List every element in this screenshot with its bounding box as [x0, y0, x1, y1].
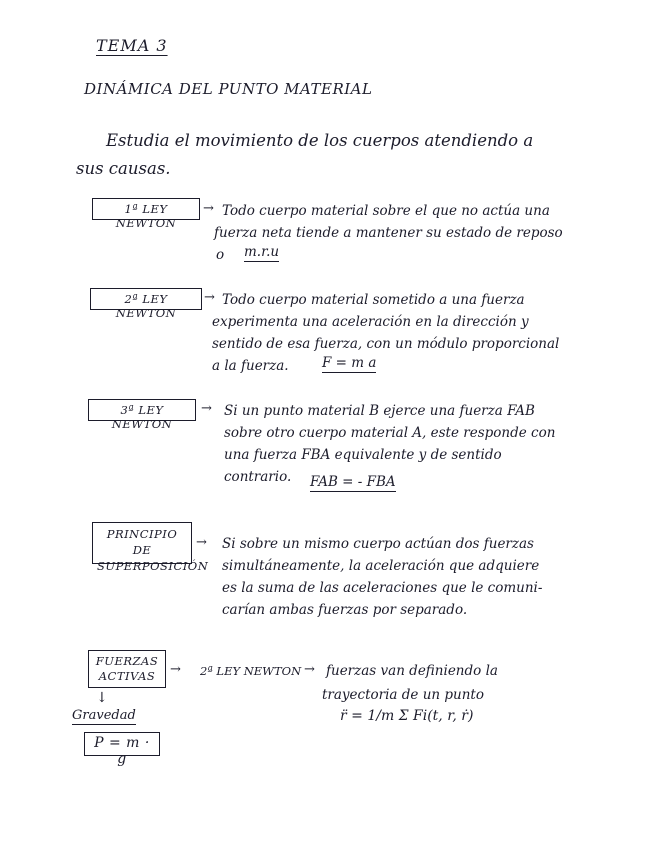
law-1-line-2: fuerza neta tiende a mantener su estado de reposo — [214, 225, 563, 241]
law-2-arrow-icon: → — [204, 290, 215, 305]
principle-line-2: simultáneamente, la aceleración que adquiere — [222, 558, 540, 574]
intro-line-2: sus causas. — [76, 159, 171, 178]
law-2-line-4: a la fuerza. — [212, 358, 289, 374]
forces-line-2: trayectoria de un punto — [322, 687, 484, 703]
law-3-line-3: una fuerza FBA equivalente y de sentido — [224, 447, 502, 463]
forces-label-box — [88, 650, 166, 688]
down-arrow-icon: ↓ — [96, 690, 108, 706]
law-1-label-box: 1ª LEY NEWTON — [92, 198, 200, 220]
law-3-line-4: contrario. — [224, 469, 292, 485]
law-3-line-1: Si un punto material B ejerce una fuerza FAB — [224, 403, 535, 419]
principle-label-line-2: SUPERPOSICIÓN — [97, 559, 209, 573]
law-1-line-3: o — [216, 247, 225, 263]
law-3-label-box: 3ª LEY NEWTON — [88, 399, 196, 421]
principle-label-line-1: PRINCIPIO DE — [106, 527, 178, 557]
intro-line-1: Estudia el movimiento de los cuerpos atendiendo a — [106, 131, 534, 150]
forces-equation: r̈ = 1/m Σ Fi(t, r, ṙ) — [340, 708, 474, 724]
page-title: TEMA 3 — [96, 36, 168, 55]
law-2-label-box: 2ª LEY NEWTON — [90, 288, 202, 310]
law-2-formula: F = m a — [322, 355, 377, 371]
forces-line-1: fuerzas van definiendo la — [326, 663, 498, 679]
law-3-line-2: sobre otro cuerpo material A, este responde con — [224, 425, 556, 441]
law-1-formula: m.r.u — [244, 244, 280, 260]
law-1-line-1: Todo cuerpo material sobre el que no actúa una — [222, 203, 550, 219]
gravity-formula-box: P = m · g — [84, 732, 160, 756]
forces-label-line-1: FUERZAS — [95, 654, 159, 668]
principle-line-3: es la suma de las aceleraciones que le comuni- — [222, 580, 543, 596]
principle-arrow-icon: → — [196, 535, 207, 550]
forces-law-ref: 2ª LEY NEWTON — [200, 664, 302, 678]
gravity-label: Gravedad — [72, 708, 136, 723]
law-3-formula: FAB = - FBA — [310, 474, 396, 490]
law-2-line-3: sentido de esa fuerza, con un módulo proporcional — [212, 336, 560, 352]
principle-line-1: Si sobre un mismo cuerpo actúan dos fuerzas — [222, 536, 534, 552]
law-1-arrow-icon: → — [203, 201, 214, 216]
forces-arrow-icon: → — [170, 662, 181, 677]
law-3-arrow-icon: → — [201, 401, 212, 416]
principle-line-4: carían ambas fuerzas por separado. — [222, 602, 468, 618]
page-subtitle: DINÁMICA DEL PUNTO MATERIAL — [84, 80, 373, 98]
law-2-line-1: Todo cuerpo material sometido a una fuerza — [222, 292, 525, 308]
forces-arrow-2-icon: → — [304, 662, 315, 677]
law-2-line-2: experimenta una aceleración en la dirección y — [212, 314, 529, 330]
principle-label-box — [92, 522, 209, 573]
forces-label-line-2: ACTIVAS — [98, 669, 156, 683]
